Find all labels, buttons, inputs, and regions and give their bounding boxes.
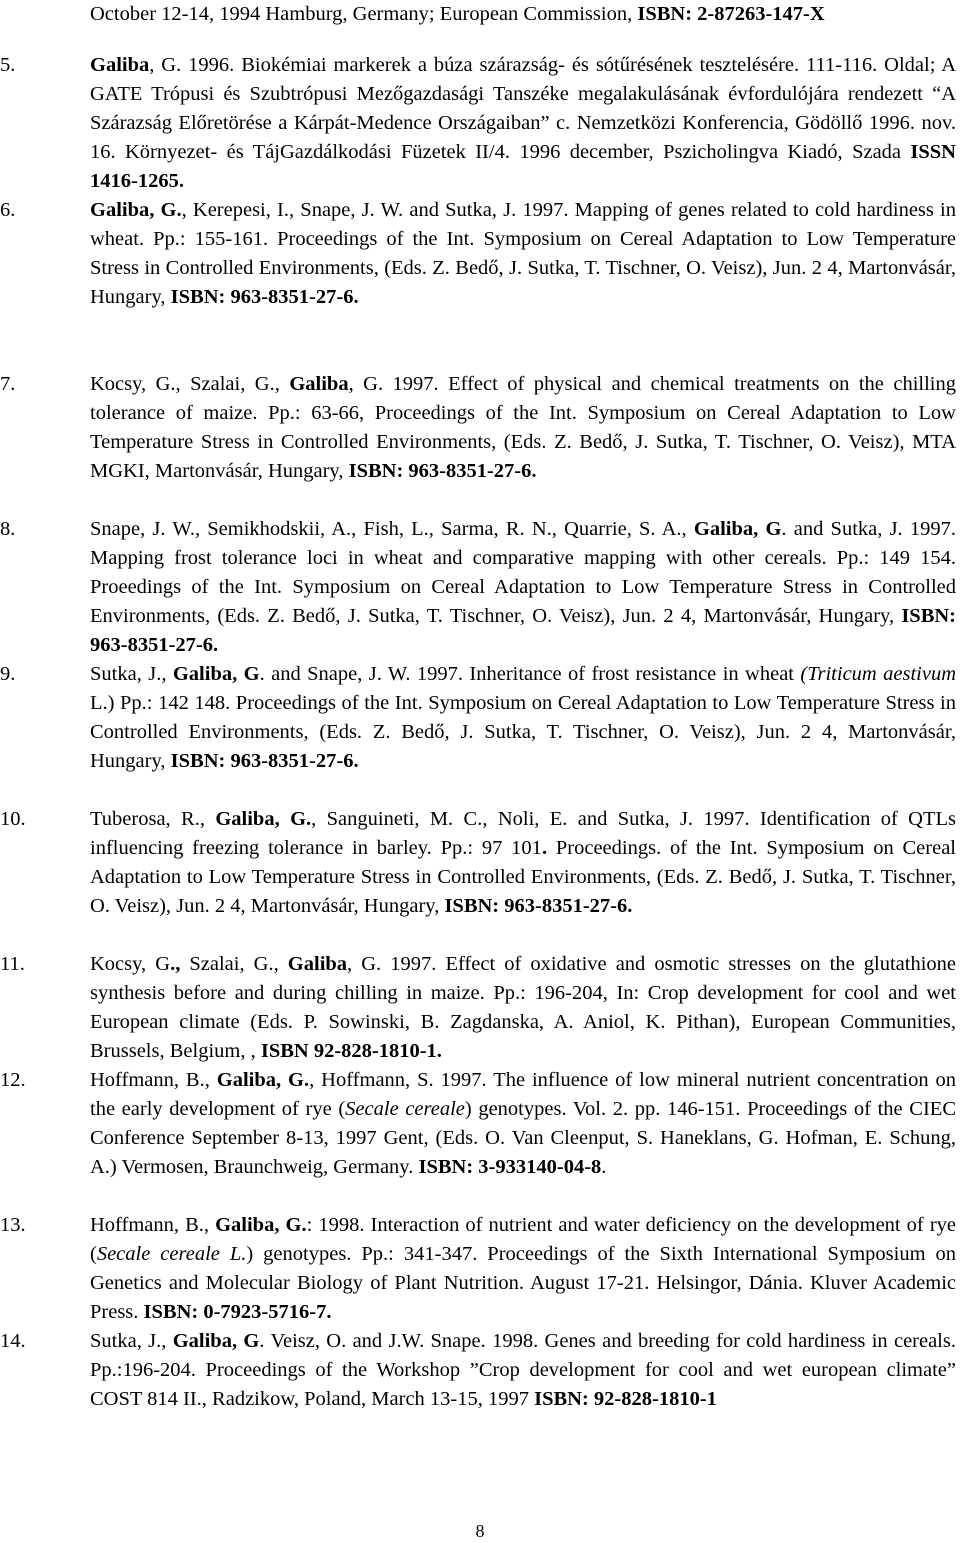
reference-item (0, 950, 960, 1066)
reference-number: 7. (0, 373, 16, 395)
reference-text: Galiba, G (693, 518, 782, 540)
reference-text: Sutka, J., (90, 663, 173, 685)
reference-text: , G. 1996. Biokémiai markerek a búza szárazság- és sótűrésének tesztelésére. 111-116. Oldal; A GATE Trópusi és Szubtrópusi Mezőgazdasági Tanszéke megalakulásának évfordulójára rendezett “A Szárazság Előretörése a Kárpát-Medence Országaiban” c. Nemzetközi Konferencia, Gödöllő 1996. nov. 16. Környezet- és TájGazdálkodási Füzetek II/4. 1996 december, Pszicholingva Kiadó, Szada (90, 54, 956, 163)
reference-item (0, 196, 960, 312)
reference-item (0, 515, 960, 660)
reference-text: Galiba, G (172, 663, 260, 685)
reference-text: . and Snape, J. W. 1997. Inheritance of frost resistance in wheat (259, 663, 801, 685)
reference-text: Sutka, J., (90, 1330, 173, 1352)
reference-text: , G. 1997. Effect of oxidative and osmotic stresses on the glutathione synthesis before and during chilling in maize. Pp.: 196-204, In: Crop development for cool and wet European climate (Eds. P. Sowinski, B. Zagdanska, A. Aniol, K. Pithan), European Communities, Brussels, Belgium, , (90, 953, 956, 1062)
reference-text: Galiba, G. (90, 199, 182, 221)
reference-number: 13. (0, 1214, 26, 1236)
reference-item (0, 1327, 960, 1414)
reference-text: Kocsy, G (90, 953, 171, 975)
reference-text: , Kerepesi, I., Snape, J. W. and Sutka, J. 1997. Mapping of genes related to cold hardiness in wheat. Pp.: 155-161. Proceedings of the Int. Symposium on Cereal Adaptation to Low Temperature Stress in Controlled Environments, (Eds. Z. Bedő, J. Sutka, T. Tischner, O. Veisz), Jun. 2 4, Martonvásár, Hungary, (90, 199, 956, 308)
reference-text: ., (170, 953, 181, 975)
reference-text: , G. 1997. Effect of physical and chemical treatments on the chilling tolerance of maize. Pp.: 63-66, Proceedings of the Int. Symposium on Cereal Adaptation to Low Temperature Stress in Controlled Environments, (Eds. Z. Bedő, J. Sutka, T. Tischner, O. Veisz), MTA MGKI, Martonvásár, Hungary, (90, 373, 956, 482)
reference-number: 8. (0, 518, 16, 540)
reference-item (0, 1066, 960, 1182)
reference-text: Galiba (289, 373, 349, 395)
reference-item (0, 51, 960, 196)
reference-text: (Triticum aestivum (800, 663, 956, 685)
reference-text: Szalai, G., (180, 953, 288, 975)
reference-item (0, 805, 960, 921)
reference-text: October 12-14, 1994 Hamburg, Germany; European Commission, (90, 3, 638, 25)
reference-text: . and Sutka, J. 1997. Mapping frost tolerance loci in wheat and comparative mapping with other cereals. Pp.: 149 154. Proeedings of the Int. Symposium on Cereal Adaptation to Low Temperature Stress in Controlled Environments, (Eds. Z. Bedő, J. Sutka, T. Tischner, O. Veisz), Jun. 2 4, Martonvásár, Hungary, (90, 518, 956, 627)
reference-text: ISBN: 963-8351-27-6. (170, 286, 359, 308)
reference-text: Kocsy, G., Szalai, G., (90, 373, 290, 395)
reference-text: ISBN: 92-828-1810-1 (534, 1388, 717, 1410)
reference-number: 9. (0, 663, 16, 685)
reference-number: 11. (0, 953, 25, 975)
reference-item (0, 0, 960, 29)
reference-item (0, 1211, 960, 1327)
reference-text: ) genotypes. Vol. 2. pp. 146-151. Proceedings of the CIEC Conference September 8-13, 1997 Gent, (Eds. O. Van Cleenput, S. Haneklans, G. Hofman, E. Schung, A.) Vermosen, Braunchweig, Germany. (90, 1098, 956, 1178)
reference-text: Galiba (287, 953, 348, 975)
reference-text: Hoffmann, B., (90, 1214, 216, 1236)
reference-text: ISBN: 3-933140-04-8 (418, 1156, 602, 1178)
reference-text: Secale cereale L. (96, 1243, 247, 1265)
reference-text: ISBN 92-828-1810-1. (260, 1040, 442, 1062)
reference-text: Galiba, G. (215, 808, 312, 830)
reference-number: 10. (0, 808, 26, 830)
reference-text: . (541, 837, 548, 859)
reference-text: ISBN: 0-7923-5716-7. (143, 1301, 332, 1323)
reference-text: Galiba, G. (215, 1214, 307, 1236)
reference-text: ISBN: 2-87263-147-X (637, 3, 825, 25)
reference-text: L.) Pp.: 142 148. Proceedings of the Int. Symposium on Cereal Adaptation to Low Temperature Stress in Controlled Environments, (Eds. Z. Bedő, J. Sutka, T. Tischner, O. Veisz), Jun. 2 4, Martonvásár, Hungary, (90, 692, 956, 772)
reference-text: . Veisz, O. and J.W. Snape. 1998. Genes and breeding for cold hardiness in cereals. Pp.:196-204. Proceedings of the Workshop ”Crop development for cool and wet european climate” COST 814 II., Radzikow, Poland, March 13-15, 1997 (90, 1330, 956, 1410)
reference-text: : 1998. Interaction of nutrient and water deficiency on the development of rye ( (90, 1214, 957, 1265)
reference-text: Galiba, G. (216, 1069, 310, 1091)
reference-number: 5. (0, 54, 16, 76)
reference-text: Proceedings. of the Int. Symposium on Cereal Adaptation to Low Temperature Stress in Controlled Environments, (Eds. Z. Bedő, J. Sutka, T. Tischner, O. Veisz), Jun. 2 4, Martonvásár, Hungary, (90, 837, 956, 917)
reference-text: ) genotypes. Pp.: 341-347. Proceedings of the Sixth International Symposium on Genetics and Molecular Biology of Plant Nutrition. August 17-21. Helsingor, Dánia. Kluver Academic Press. (90, 1243, 956, 1323)
page-number: 8 (475, 1521, 485, 1541)
reference-text: ISSN 1416-1265. (90, 141, 956, 192)
reference-text: ISBN: 963-8351-27-6. (444, 895, 633, 917)
reference-text: ISBN: 963-8351-27-6. (170, 750, 359, 772)
reference-number: 12. (0, 1069, 26, 1091)
reference-number: 14. (0, 1330, 26, 1352)
reference-text: , Hoffmann, S. 1997. The influence of low mineral nutrient concentration on the early development of rye ( (90, 1069, 956, 1120)
reference-item (0, 370, 960, 486)
reference-text: ISBN: 963-8351-27-6. (90, 605, 956, 656)
reference-text: . (601, 1156, 607, 1178)
reference-text: Secale cereale (345, 1098, 465, 1120)
reference-text: , Sanguineti, M. C., Noli, E. and Sutka, J. 1997. Identification of QTLs influencing freezing tolerance in barley. Pp.: 97 101 (90, 808, 956, 859)
reference-text: ISBN: 963-8351-27-6. (348, 460, 537, 482)
reference-number: 6. (0, 199, 16, 221)
reference-text: Hoffmann, B., (90, 1069, 217, 1091)
reference-text: Galiba (90, 54, 150, 76)
reference-text: Galiba, G (172, 1330, 260, 1352)
reference-text: Tuberosa, R., (90, 808, 216, 830)
reference-text: Snape, J. W., Semikhodskii, A., Fish, L., Sarma, R. N., Quarrie, S. A., (90, 518, 694, 540)
reference-item (0, 660, 960, 776)
